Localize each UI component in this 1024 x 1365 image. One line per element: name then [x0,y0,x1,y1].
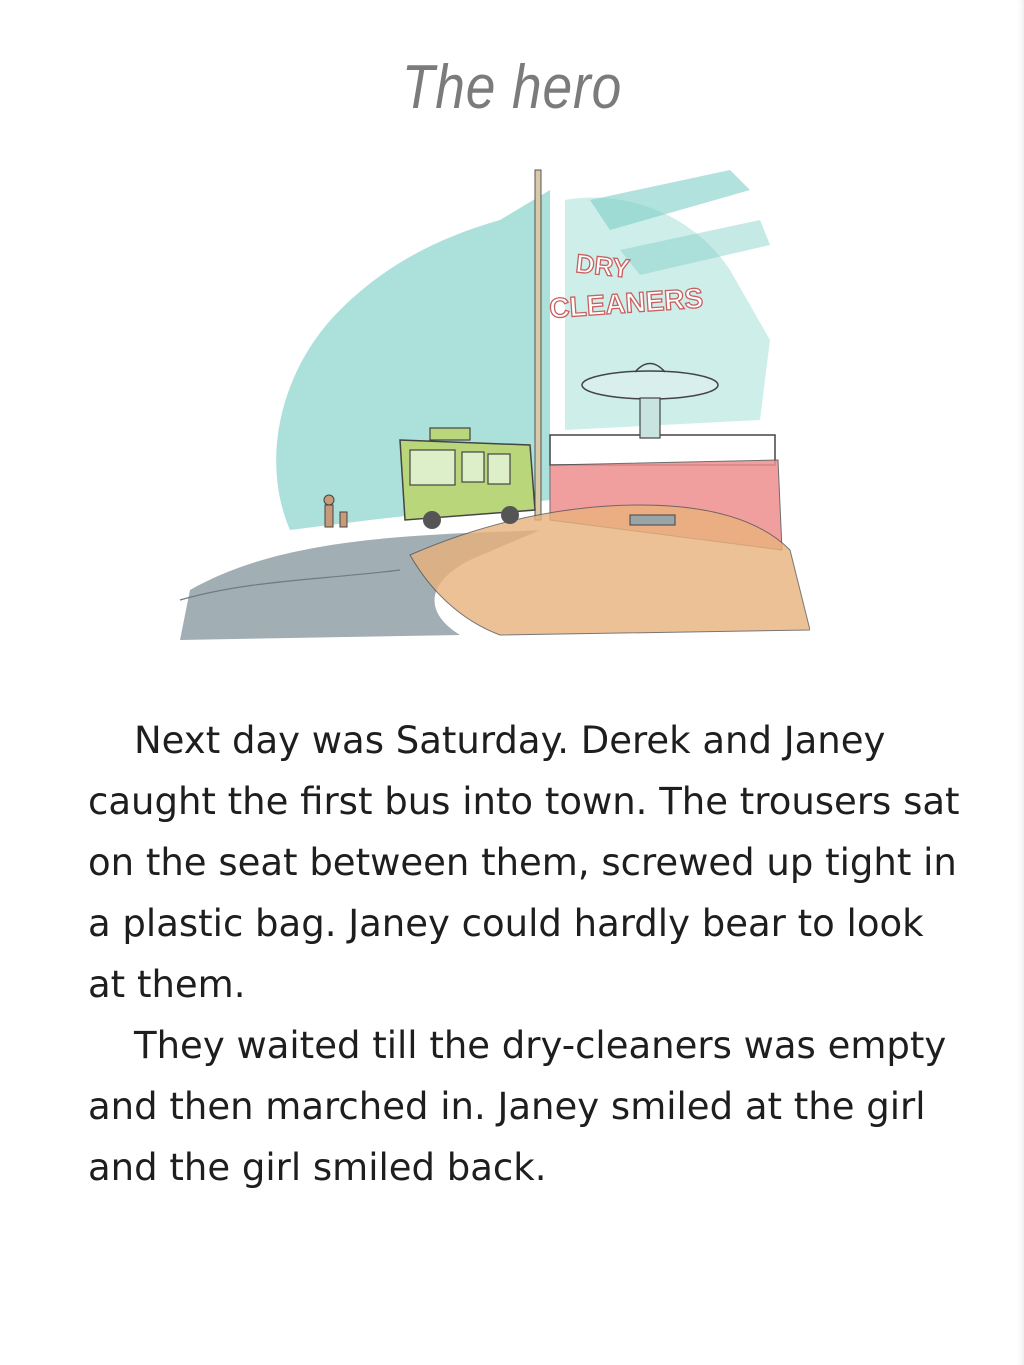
sign-line1: DRY [574,248,632,284]
story-paragraph-2: They waited till the dry-cleaners was empty and then marched in. Janey smiled at the girl and the girl smiled back. [88,1024,947,1189]
sign-fixture-stem [640,398,660,438]
chapter-title: The hero [401,53,623,122]
dry-cleaners-illustration [170,160,810,660]
sign-fixture [582,371,718,399]
pavement [410,505,810,635]
story-text [88,710,968,1198]
lamp-pole [535,170,541,520]
drain [630,515,675,525]
sign-line2: CLEANERS [548,282,705,324]
story-paragraph-1: Next day was Saturday. Derek and Janey caught the first bus into town. The trousers sat on the seat between them, screwed up tight in a plastic bag. Janey could hardly bear to look at them. [88,719,960,1006]
